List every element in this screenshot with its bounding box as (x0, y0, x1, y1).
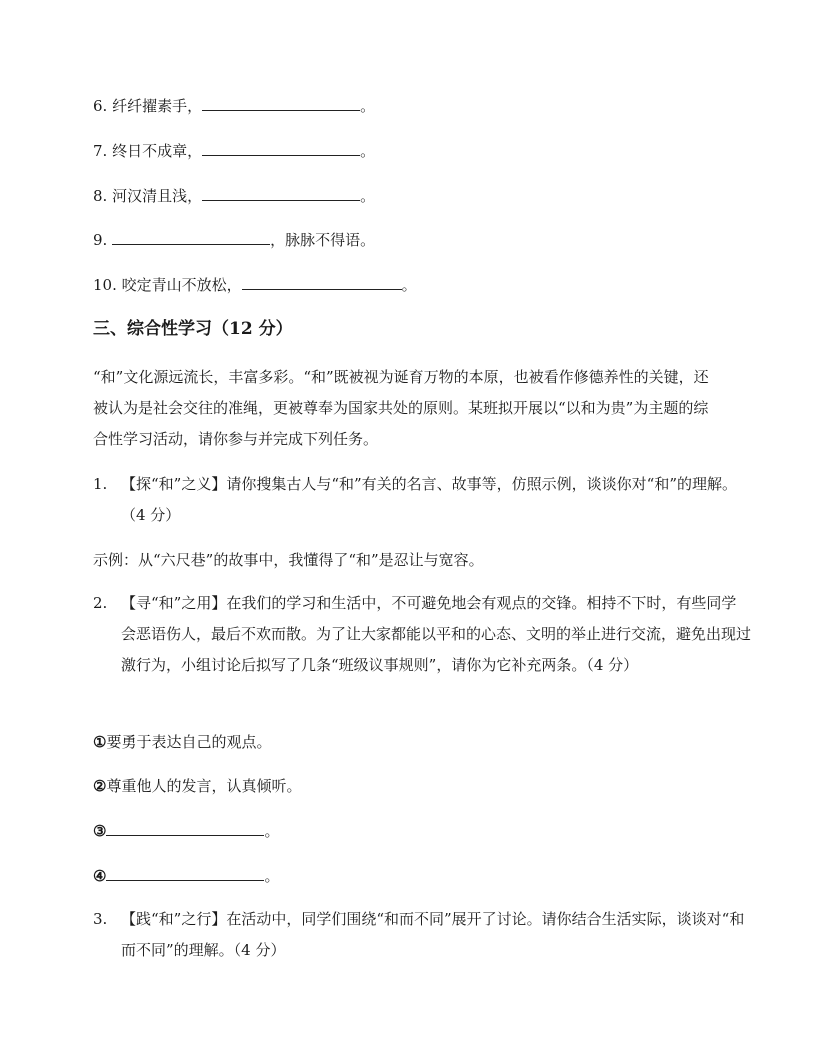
recitation-suffix: 。 (401, 276, 417, 294)
recitation-prompt: 10. 咬定青山不放松， (93, 276, 242, 294)
recitation-item-6 (93, 95, 375, 117)
section-heading: 三、综合性学习（12 分） (93, 319, 293, 339)
answer-blank[interactable] (242, 275, 402, 290)
recitation-item-9 (93, 229, 375, 251)
rule-marker: ② (93, 777, 107, 795)
rule-2 (93, 775, 301, 797)
example-text: 示例：从“六尺巷”的故事中，我懂得了“和”是忍让与宽容。 (93, 551, 484, 569)
recitation-prompt: 6. 纤纤擢素手， (93, 97, 203, 115)
answer-blank[interactable] (202, 96, 360, 111)
rule-text: 尊重他人的发言，认真倾听。 (106, 777, 302, 795)
recitation-suffix: ，脉脉不得语。 (270, 231, 376, 249)
question-text: 【寻“和”之用】在我们的学习和生活中，不可避免地会有观点的交锋。相持不下时，有些同学会恶语伤人，最后不欢而散。为了让大家都能以平和的心态、文明的举止进行交流，避免出现过激行为，小组讨论后拟写了几条“班级议事规则”，请你为它补充两条。（4 分） (121, 594, 752, 674)
recitation-prompt: 8. 河汉清且浅， (93, 187, 203, 205)
question-number: 2. (93, 594, 108, 612)
rule-marker: ④ (93, 867, 107, 885)
question-text: 【践“和”之行】在活动中，同学们围绕“和而不同”展开了讨论。请你结合生活实际，谈谈对“和而不同”的理解。（4 分） (121, 910, 745, 959)
rule-marker: ③ (93, 822, 107, 840)
recitation-item-10 (93, 274, 417, 296)
question-number: 1. (93, 475, 108, 493)
recitation-item-7 (93, 140, 375, 162)
rule-text: 要勇于表达自己的观点。 (106, 733, 272, 751)
rule-4 (93, 865, 279, 887)
answer-blank[interactable] (106, 821, 264, 836)
rule-suffix: 。 (264, 822, 280, 840)
answer-blank[interactable] (202, 186, 360, 201)
answer-blank[interactable] (106, 866, 264, 881)
recitation-prompt: 7. 终日不成章， (93, 142, 203, 160)
recitation-prompt: 9. (93, 231, 113, 249)
question-1 (93, 469, 751, 531)
recitation-item-8 (93, 185, 375, 207)
section-intro: “和”文化源远流长，丰富多彩。“和”既被视为诞育万物的本原，也被看作修德养性的关键，还被认为是社会交往的准绳，更被尊奉为国家共处的原则。某班拟开展以“以和为贵”为主题的综合性学习活动，请你参与并完成下列任务。 (93, 368, 709, 448)
question-text: 【探“和”之义】请你搜集古人与“和”有关的名言、故事等，仿照示例，谈谈你对“和”的理解。（4 分） (121, 475, 738, 524)
rule-1 (93, 731, 271, 753)
question-number: 3. (93, 910, 108, 928)
rule-marker: ① (93, 733, 107, 751)
question-3 (93, 904, 751, 966)
recitation-suffix: 。 (360, 97, 376, 115)
answer-blank[interactable] (112, 230, 270, 245)
recitation-suffix: 。 (360, 187, 376, 205)
recitation-suffix: 。 (360, 142, 376, 160)
rule-suffix: 。 (264, 867, 280, 885)
answer-blank[interactable] (202, 141, 360, 156)
rule-3 (93, 820, 279, 842)
question-2 (93, 588, 751, 681)
